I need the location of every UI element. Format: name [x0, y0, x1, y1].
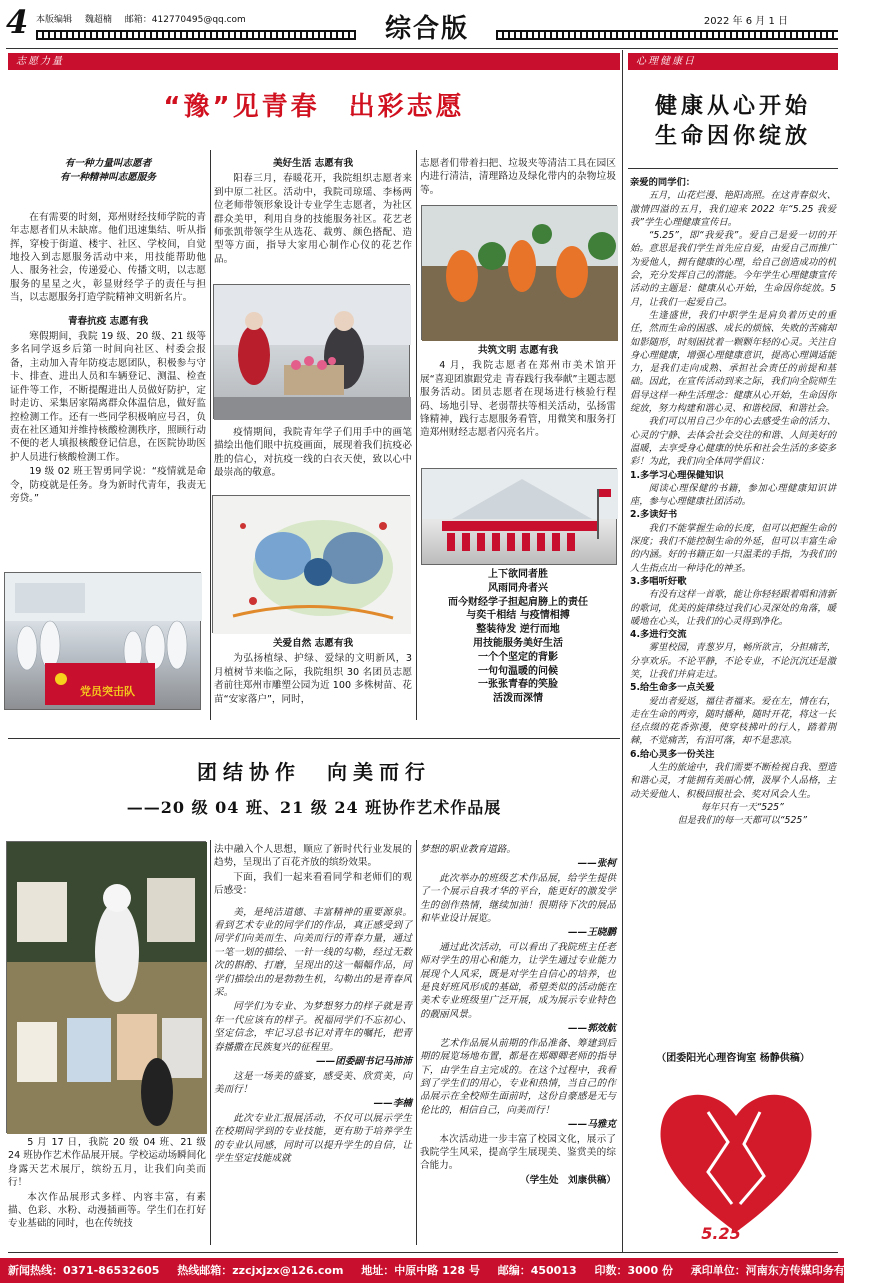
item-heading: 6.给心灵多一份关注 — [630, 748, 715, 760]
masthead — [6, 4, 838, 46]
paragraph: 在有需要的时刻，郑州财经技师学院的青年志愿者们从未缺席。他们迅速集结、听从指挥，穿梭于街道、楼宇、社区、学校间，自觉地投入到志愿服务活动中来，用技能帮助他人、服务社会，传递爱心、传播文明，以志愿服务的星星之火，彰显财经学子的责任与担当，以志愿服务打造学院精神文明新名片。 — [10, 211, 206, 304]
photo-art-museum-group — [421, 468, 617, 565]
header-band-left — [36, 30, 356, 40]
footer-address: 地址：中原中路 128 号 — [361, 1264, 480, 1277]
item-heading: 3.多唱听好歌 — [630, 575, 687, 587]
editor-line — [36, 12, 256, 25]
paragraph: 阳春三月，春暖花开，我院组织志愿者来到中原二社区。活动中，我院司琼瑶、李杨两位老师带领形象设计专业学生志愿者，为社区群众美甲，利用自身的技能服务社区。花艺老师张凯带领学生从选花、裁剪、颜色搭配、造型等方面，指导大家用心制作心仪的花艺作品。 — [214, 173, 412, 265]
article-column-1 — [10, 157, 206, 553]
paragraph: 5 月 17 日，我院 20 级 04 班、21 级 24 班协作艺术作品展开展。学校运动场瞬间化身露天艺术展厅，缤纷五月，让我们向美而行！ — [8, 1137, 206, 1189]
right-headline — [628, 92, 838, 152]
signature: ——张柯 — [577, 858, 616, 870]
article-column-2a — [214, 157, 412, 277]
paragraph: “5.25”，即“我爱我”。爱自己是爱一切的开始。意思是我们学生首先应自爱，由爱自己而推广为爱他人，拥有健康的心理，给自己创造成功的机会，充分发挥自己的潜能。今年学生心理健康宣传活动的主题是：健康从心开始，生命因你绽放。5 月，让我们一起爱自己。 — [630, 230, 836, 308]
poem-line: 一句句温暖的问候 — [478, 665, 558, 677]
header-band-right — [496, 30, 838, 40]
paragraph: 美，是纯洁道德、丰富精神的重要源泉。看到艺术专业的同学们的作品，真正感受到了同学们向美而生、向美而行的青春力量，通过一笔一划的描绘、一针一线的勾勒，经过无数次的斟酌、打磨，呈现出的这一幅幅作品，同学们描绘出的是勃勃生机，勾勒出的是青春风采。 — [214, 906, 412, 999]
signature: ——李楠 — [373, 1098, 412, 1110]
signature: ——王晓鹏 — [568, 927, 616, 939]
photo-volunteer-team — [4, 572, 201, 710]
signature: ——郭效航 — [568, 1023, 616, 1035]
paragraph: 为弘扬植绿、护绿、爱绿的文明新风，3 月植树节来临之际，我院组织 30 名团员志愿者前往郑州市雕塑公园为近 100 多株树苗、花苗“安家落户”，同时， — [214, 653, 412, 705]
paragraph: 人生的旅途中，我们需要不断检视自我、塑造和谐心灵，才能拥有美丽心情，汲厚个人品格，主动关爱他人、积极回报社会、奖对风会人生。 — [630, 762, 836, 800]
paragraph: 雾里校园，青葱岁月，畅所欲言，分担痛苦，分享欢乐。不论平静，不论专业，不论沉沉还是激笑，让我们并肩走过。 — [630, 642, 836, 680]
section2-title: 团结协作 向美而行 — [197, 760, 431, 784]
paragraph: 志愿者们带着扫把、垃圾夹等清洁工具在园区内进行清洁，清理路边及绿化带内的杂物垃圾等。 — [420, 158, 616, 196]
paragraph: 本次作品展形式多样、内容丰富，有素描、色彩、水粉、动漫插画等。学生们在打好专业基础的同时，也在传统技 — [8, 1191, 206, 1230]
s2-column-2 — [214, 843, 412, 1247]
item-heading: 2.多读好书 — [630, 509, 678, 521]
item-heading: 4.多进行交流 — [630, 629, 687, 641]
paragraph: 法中融入个人思想，顺应了新时代行业发展的趋势，呈现出了百花齐放的缤纷效果。 — [214, 844, 412, 869]
article-column-3b — [420, 344, 616, 466]
editor-label: 本版编辑 — [36, 15, 73, 25]
subheading: 共筑文明 志愿有我 — [477, 345, 559, 356]
item-heading: 5.给生命多一点关爱 — [630, 682, 715, 694]
photo-art-exhibition — [6, 841, 206, 1133]
photo-antiepidemic-drawing — [212, 495, 410, 633]
paragraph: 有没有这样一首歌，能让你轻轻跟着唱和清新的歌词，优美的旋律绕过我们心灵深处的角落，暖暖地在心头，让我们的心灵得到净化。 — [630, 589, 836, 627]
article-column-2c — [214, 637, 412, 721]
section2-subtitle: ——20 级 04 班、21 级 24 班协作艺术作品展 — [126, 798, 502, 817]
paragraph: 阅读心理保健的书籍，参加心理健康知识讲座，参与心理健康社团活动。 — [630, 482, 836, 508]
paragraph: 每年只有一天“525” — [700, 801, 784, 813]
paragraph: 生逢盛世，我们中职学生是肩负着历史的重任，然而生命的困惑、成长的烦恼、失败的苦痛却如影随形，时刻困扰着一颗颗年轻的心灵。关注自身心理健康，增强心理健康意识，提高心理调适能力，是我们走向成熟、承担社会责任的前提和基础。因此，在宣传活动到来之际，我们向全院师生倡导这样一种生活理念：健康从心开始，生命因你绽放，努力构建和谐心灵、和谐校园、和谐社会。 — [630, 309, 836, 415]
s2-column-1 — [8, 1136, 206, 1250]
footer-bar — [0, 1258, 878, 1283]
signature: ——团委副书记马沛沛 — [316, 1056, 412, 1068]
footer-printer: 承印单位：河南东方传媒印务有限公司 — [690, 1264, 878, 1277]
right-headline-line: 健康从心开始 — [654, 94, 811, 119]
lead-line: 有一种力量叫志愿者 — [64, 158, 152, 169]
header-rule — [6, 48, 838, 49]
article-column-2b — [214, 426, 412, 492]
column-separator — [622, 50, 623, 1252]
section-title: 综合版 — [384, 14, 469, 44]
headline: “豫”见青春 出彩志愿 — [163, 92, 465, 122]
paragraph: 本次活动进一步丰富了校园文化，展示了我院学生风采，提高学生展现美、鉴赏美的综合能力。 — [420, 1133, 616, 1172]
signature: ——马雅克 — [568, 1119, 616, 1131]
paragraph: 这是一场美的盛宴，感受美、欣赏美，向美而行！ — [214, 1070, 412, 1095]
paragraph: 艺术作品展从前期的作品准备、筹建到后期的展览场地布置，都是在郑卿卿老师的指导下，由学生自主完成的。在这个过程中，我看到了学生们的用心，专业和热情，当自己的作品展示在全校师生面前时，这份自豪感是无与伦比的，相信自己，向美而行！ — [420, 1037, 616, 1116]
paragraph: 19 级 02 班王智勇同学说：“疫情就是命令，防疫就是任务。身为新时代青年，我责无旁贷。” — [10, 466, 206, 504]
section-tag-volunteer: 志愿力量 — [8, 53, 620, 70]
subheading: 美好生活 志愿有我 — [272, 158, 354, 169]
section-divider — [8, 738, 620, 739]
poem-line: 上下欲同者胜 — [488, 569, 548, 580]
heart-graphic — [648, 1072, 824, 1248]
footer-rule — [8, 1252, 838, 1253]
column-rule — [210, 150, 211, 720]
heart-icon — [648, 1072, 824, 1248]
paragraph: 寒假期间，我院 19 级、20 级、21 级等多名同学返乡后第一时间向社区、村委会报备，主动加入青年防疫志愿团队，积极参与守卡、排查、进出人员和车辆登记、测温、检查证件等工作，不断提醒进出人员做好防护，定时走访、采集居家隔离群众体温信息，做好监控检测工作。还有一些同学积极响应号召，负责在社区通知并维持核酸检测秩序，照顾行动不便的老人填报核酸登记信息，在医院协助医护人员进行核酸检测工作。 — [10, 331, 206, 463]
subheading: 关爱自然 志愿有我 — [272, 638, 354, 649]
paragraph: 我们不能掌握生命的长度，但可以把握生命的深度；我们不能控制生命的外延，但可以丰富生命的内涵。好的书籍正如一只温柔的手指，为我们的人生指点出一种诗化的神圣。 — [630, 522, 836, 574]
poem-line: 活泼而深情 — [493, 693, 543, 705]
right-source: （团委阳光心理咨询室 杨静供稿） — [656, 1053, 810, 1064]
footer-postcode: 邮编：450013 — [497, 1264, 577, 1277]
photo-tree-planting — [421, 205, 617, 340]
paragraph: 4 月，我院志愿者在郑州市美术馆开展“喜迎团旗跟党走 青春践行我奉献”主题志愿服务活动。团员志愿者在现场进行核验行程码、场地引导、老弱帮扶等相关活动，弘扬雷锋精神，践行志愿服务看管，用微笑和服务打造郑州财经志愿者闪亮名片。 — [420, 360, 616, 439]
page-number: 4 — [6, 3, 29, 41]
article-column-3a — [420, 157, 616, 201]
poem-line: 一个个坚定的背影 — [478, 651, 558, 663]
paragraph: 同学们为专业、为梦想努力的样子就是青年一代应该有的样子。祝福同学们不忘初心、坚定信念，牢记习总书记对青年的嘱托，把青春播撒在民族复兴的征程里。 — [214, 1001, 412, 1053]
editor-name: 魏超楠 — [84, 15, 112, 25]
poem-line: 风雨同舟者兴 — [488, 582, 548, 594]
banner-text: 党员突击队 — [80, 685, 135, 698]
poem-line: 整装待发 逆行而地 — [476, 624, 560, 636]
lead-line: 有一种精神叫志愿服务 — [60, 172, 156, 184]
paragraph: 梦想的职业教育道路。 — [420, 844, 516, 855]
poem — [420, 568, 616, 706]
footer-email: 热线邮箱：zzcjxjzx@126.com — [177, 1264, 344, 1277]
poem-line: 一张张青春的笑脸 — [478, 679, 558, 691]
footer-hotline: 新闻热线：0371-86532605 — [8, 1264, 160, 1277]
heart-label: 5.25 — [701, 1224, 741, 1243]
paragraph: 但是我们的每一天都可以“525” — [677, 815, 808, 827]
issue-date: 2022 年 6 月 1 日 — [703, 16, 788, 27]
greeting: 亲爱的同学们： — [630, 177, 696, 188]
poem-line: 与奕千相结 与疫情相搏 — [466, 610, 570, 622]
poem-line: 而今财经学子担起肩膀上的责任 — [448, 596, 588, 608]
right-rule — [628, 168, 838, 169]
paragraph: 我们可以用自己少年的心去感受生命的活力、心灵的宁静、去体会社会交往的和谐、人间美好的温暖，去享受身心健康的快乐和社会生活的多姿多彩！为此，我们向全体同学倡议： — [630, 416, 836, 468]
s2-column-3 — [420, 843, 616, 1247]
poem-line: 用技能服务美好生活 — [473, 637, 563, 649]
paragraph: 疫情期间，我院青年学子们用手中的画笔描绘出他们眼中抗疫画面，展现着我们抗疫必胜的信心，对抗疫一线的白衣天使，致以心中最崇高的敬意。 — [214, 427, 412, 479]
right-article — [630, 176, 836, 1040]
source-credit: （学生处 刘康供稿） — [520, 1174, 616, 1186]
subheading: 青春抗疫 志愿有我 — [67, 315, 149, 327]
item-heading: 1.多学习心理保健知识 — [630, 469, 724, 481]
column-rule — [210, 840, 211, 1245]
paragraph: 下面，我们一起来看看同学和老师们的观后感受： — [214, 871, 412, 897]
photo-flower-workshop — [213, 284, 410, 419]
column-rule — [416, 150, 417, 720]
paragraph: 此次举办的班级艺术作品展，给学生提供了一个展示自我才华的平台，能更好的激发学生的创作热情，继续加油！很期待下次的展品和毕业设计展览。 — [420, 872, 616, 925]
right-headline-line: 生命因你绽放 — [654, 124, 811, 149]
paragraph: 爱出者爱返，福往者福来。爱在左，情在右，走在生命的两旁，随时播种，随时开花，将这一长径点缀的花香弥漫，使穿枝拂叶的行人，踏着荆棘，不觉痛苦，有泪可落，却不是悲凉。 — [630, 695, 836, 747]
paragraph: 五月，山花烂漫、艳阳高照。在这青春似火、激情四溢的五月，我们迎来 2022 年“5.25 我爱我”学生心理健康宣传日。 — [630, 190, 836, 228]
paragraph: 通过此次活动，可以看出了我院班主任老师对学生的用心和能力，让学生通过专业能力展现个人风采，既是对学生自信心的培养，也是良好班风形成的基础，希望类似的活动能在美术专业班级里广泛开展，成为展示专业特色的靓丽风景。 — [420, 941, 616, 1020]
column-rule — [416, 840, 417, 1245]
editor-email: 邮箱：412770495@qq.com — [124, 15, 246, 25]
paragraph: 此次专业汇报展活动，不仅可以展示学生在校期间学到的专业技能，更有助于培养学生的专业认同感，同时可以提升学生的自信，让学生坚定技能成就 — [214, 1112, 412, 1164]
footer-print-run: 印数：3000 份 — [594, 1264, 673, 1277]
section-tag-mental-health: 心理健康日 — [628, 53, 838, 70]
